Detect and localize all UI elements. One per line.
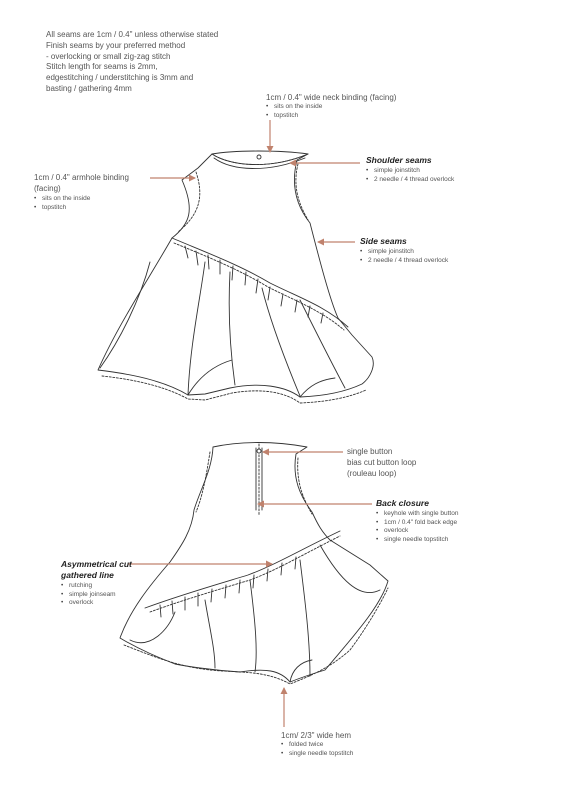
list-item: • overlock bbox=[376, 527, 458, 536]
note-line: basting / gathering 4mm bbox=[46, 83, 132, 93]
list-item: • sits on the inside bbox=[266, 103, 322, 112]
list-item: • topstitch bbox=[266, 112, 322, 121]
list-item: • simple joinstitch bbox=[366, 167, 454, 176]
list-item: • 1cm / 0.4" fold back edge bbox=[376, 519, 458, 528]
note-line: - overlocking or small zig-zag stitch bbox=[46, 51, 171, 61]
back-closure-list bbox=[376, 510, 458, 544]
note-line: All seams are 1cm / 0.4" unless otherwise stated bbox=[46, 30, 219, 39]
button-line: bias cut button loop bbox=[347, 458, 417, 467]
button-line: (rouleau loop) bbox=[347, 469, 397, 478]
note-line: Stitch length for seams is 2mm, bbox=[46, 62, 158, 72]
list-item: • single needle topstitch bbox=[376, 536, 458, 545]
list-item: • simple joinstitch bbox=[360, 248, 448, 257]
asym-cut-list bbox=[61, 582, 116, 608]
note-line: Finish seams by your preferred method bbox=[46, 40, 186, 50]
side-seams-list bbox=[360, 248, 448, 265]
front-view-drawing bbox=[98, 151, 373, 403]
list-item: • topstitch bbox=[34, 204, 90, 213]
list-item: • folded twice bbox=[281, 741, 353, 750]
armhole-binding-title bbox=[34, 172, 129, 194]
asym-cut-title-line: gathered line bbox=[61, 570, 114, 580]
list-item: • simple joinseam bbox=[61, 591, 116, 600]
side-seams-title: Side seams bbox=[360, 236, 407, 246]
list-item: • keyhole with single button bbox=[376, 510, 458, 519]
button-callout bbox=[347, 446, 416, 479]
neck-binding-title: 1cm / 0.4" wide neck binding (facing) bbox=[266, 93, 397, 102]
list-item: • rutching bbox=[61, 582, 116, 591]
armhole-binding-title-line: 1cm / 0.4" armhole binding bbox=[34, 173, 129, 182]
hem-title: 1cm/ 2/3" wide hem bbox=[281, 731, 351, 740]
hem-list bbox=[281, 741, 353, 758]
note-line: edgestitching / understitching is 3mm and bbox=[46, 73, 194, 83]
armhole-binding-list bbox=[34, 195, 90, 212]
back-closure-title: Back closure bbox=[376, 498, 429, 508]
list-item: • single needle topstitch bbox=[281, 750, 353, 759]
neck-binding-list bbox=[266, 103, 322, 120]
list-item: • sits on the inside bbox=[34, 195, 90, 204]
shoulder-seams-list bbox=[366, 167, 454, 184]
armhole-binding-title-line: (facing) bbox=[34, 184, 61, 193]
callout-arrows bbox=[128, 120, 372, 727]
front-body-outline bbox=[98, 154, 373, 397]
list-item: • 2 needle / 4 thread overlock bbox=[366, 176, 454, 185]
asym-cut-title-line: Asymmetrical cut bbox=[61, 559, 132, 569]
button-line: single button bbox=[347, 447, 393, 456]
asym-cut-title bbox=[61, 559, 132, 581]
list-item: • overlock bbox=[61, 599, 116, 608]
list-item: • 2 needle / 4 thread overlock bbox=[360, 257, 448, 266]
shoulder-seams-title: Shoulder seams bbox=[366, 155, 432, 165]
